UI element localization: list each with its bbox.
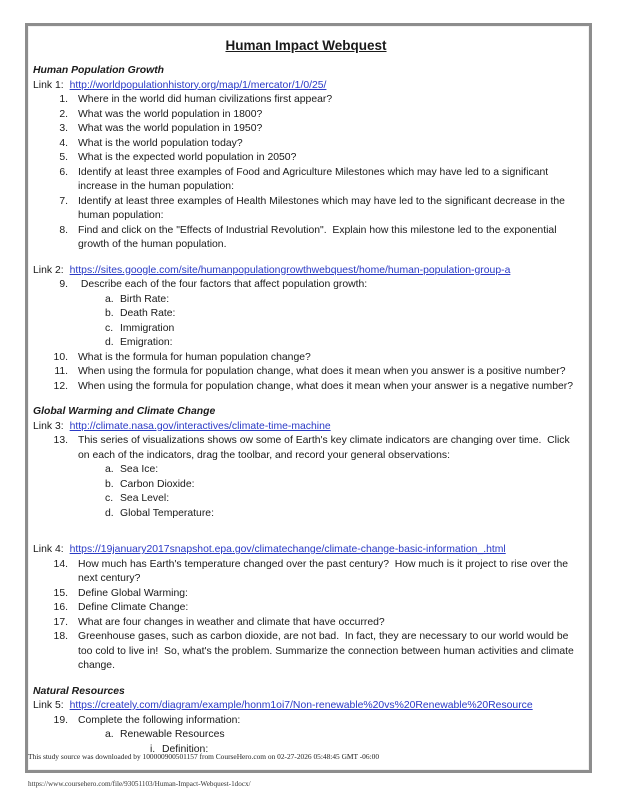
question-item: [33, 336, 579, 351]
question-number: a.: [105, 293, 114, 305]
link-row: [33, 699, 579, 714]
blank-line: [33, 674, 579, 685]
question-item: [33, 322, 579, 337]
link-url[interactable]: http://worldpopulationhistory.org/map/1/mercator/1/0/25/: [69, 79, 327, 91]
document-page: [25, 23, 592, 773]
question-text: Identify at least three examples of Food and Agriculture Milestones which may have led to a significant increase in the human population:: [78, 166, 552, 192]
question-item: [33, 616, 579, 631]
link-url[interactable]: http://climate.nasa.gov/interactives/climate-time-machine: [69, 420, 331, 432]
blank-line: [33, 521, 579, 532]
question-number: 2.: [59, 108, 68, 120]
document-title-text: Human Impact Webquest: [225, 38, 387, 53]
question-text: Define Global Warming:: [78, 587, 188, 599]
question-number: 19.: [53, 714, 68, 726]
question-item: [33, 137, 579, 152]
question-text: When using the formula for population change, what does it mean when your answer is a negative number?: [78, 380, 574, 392]
link-url[interactable]: https://19january2017snapshot.epa.gov/climatechange/climate-change-basic-information_.html: [69, 544, 506, 555]
question-item: [33, 93, 579, 108]
question-number: c.: [105, 322, 114, 334]
link-row: [33, 264, 579, 279]
question-number: 15.: [53, 587, 68, 599]
question-number: b.: [105, 308, 114, 319]
question-number: 10.: [53, 351, 68, 363]
question-text: This series of visualizations shows ow some of Earth's key climate indicators are changing over time. Click on each of the indicators, drag the toolbar, and record your general observations:: [78, 435, 573, 461]
question-text: Death Rate:: [120, 308, 176, 319]
link-label: Link 2:: [33, 264, 64, 276]
question-item: [33, 434, 579, 463]
link-label: Link 1:: [33, 79, 64, 91]
question-item: [33, 293, 579, 308]
question-number: 9.: [59, 279, 68, 290]
question-text: What are four changes in weather and climate that have occurred?: [78, 616, 385, 628]
question-number: 6.: [59, 166, 68, 178]
link-url[interactable]: https://creately.com/diagram/example/honm1oi7/Non-renewable%20vs%20Renewable%20Resource: [69, 700, 533, 711]
question-number: 13.: [53, 435, 68, 446]
question-item: [33, 278, 579, 293]
question-text: What was the world population in 1800?: [78, 108, 263, 120]
question-number: c.: [105, 493, 114, 504]
section-heading-text: Natural Resources: [33, 685, 125, 697]
section-heading-text: Human Population Growth: [33, 65, 165, 76]
question-text: What is the expected world population in 2050?: [78, 152, 297, 163]
link-row: [33, 420, 579, 435]
question-number: i.: [150, 743, 156, 755]
question-item: [33, 224, 579, 253]
question-number: 4.: [59, 137, 68, 149]
document-title: [33, 38, 579, 53]
question-item: [33, 307, 579, 322]
coursehero-source-url: https://www.coursehero.com/file/93051103/Human-Impact-Webquest-1docx/: [28, 780, 251, 788]
question-item: [33, 151, 579, 166]
link-label: Link 4:: [33, 544, 64, 555]
question-text: Emigration:: [120, 337, 173, 348]
question-item: [33, 122, 579, 137]
question-item: [33, 601, 579, 616]
question-text: Immigration: [120, 322, 175, 334]
link-label: Link 3:: [33, 420, 64, 432]
question-text: Sea Level:: [120, 493, 170, 504]
question-number: 16.: [53, 602, 68, 613]
question-item: [33, 365, 579, 380]
question-number: 17.: [53, 616, 68, 628]
question-text: Complete the following information:: [78, 714, 241, 726]
question-text: Definition:: [162, 743, 209, 755]
question-item: [33, 492, 579, 507]
question-number: 14.: [53, 558, 68, 570]
question-number: a.: [105, 464, 114, 475]
link-row: [33, 79, 579, 94]
question-text: What was the world population in 1950?: [78, 123, 263, 134]
question-number: 12.: [53, 380, 68, 392]
question-text: Describe each of the four factors that affect population growth:: [78, 279, 368, 290]
question-text: Renewable Resources: [120, 729, 225, 740]
question-number: d.: [105, 507, 114, 519]
question-text: Global Temperature:: [120, 507, 214, 519]
question-number: d.: [105, 337, 114, 348]
question-item: [33, 166, 579, 195]
question-item: [33, 195, 579, 224]
question-text: Sea Ice:: [120, 464, 159, 475]
question-number: a.: [105, 729, 114, 740]
question-item: [33, 478, 579, 493]
question-text: Define Climate Change:: [78, 602, 189, 613]
question-text: What is the formula for human population change?: [78, 351, 311, 363]
link-row: [33, 543, 579, 558]
question-text: Find and click on the "Effects of Industrial Revolution". Explain how this milestone led to the exponential growth of the human population.: [78, 224, 560, 250]
question-item: [33, 108, 579, 123]
question-text: Identify at least three examples of Health Milestones which may have led to the significant decrease in the human population:: [78, 195, 568, 221]
question-text: Carbon Dioxide:: [120, 478, 195, 490]
blank-line: [33, 394, 579, 405]
question-text: When using the formula for population change, what does it mean when you answer is a positive number?: [78, 366, 566, 377]
question-text: How much has Earth's temperature changed over the past century? How much is it project to rise over the next century?: [78, 558, 571, 584]
question-text: What is the world population today?: [78, 137, 243, 149]
section-heading: [33, 64, 579, 79]
question-item: [33, 714, 579, 729]
question-item: [33, 587, 579, 602]
section-heading: [33, 685, 579, 700]
coursehero-download-stamp: This study source was downloaded by 100000900501157 from CourseHero.com on 02-27-2026 05:48:45 GMT -06:00: [28, 752, 380, 761]
section-heading: [33, 405, 579, 420]
question-number: 8.: [59, 224, 68, 236]
question-item: [33, 351, 579, 366]
question-text: Birth Rate:: [120, 293, 170, 305]
question-number: b.: [105, 478, 114, 490]
blank-line: [33, 253, 579, 264]
question-item: [33, 728, 579, 743]
question-number: 11.: [54, 366, 68, 377]
question-item: [33, 380, 579, 395]
question-number: 3.: [59, 123, 68, 134]
question-item: [33, 507, 579, 522]
question-number: 1.: [59, 94, 68, 105]
question-number: 7.: [59, 195, 68, 207]
document-body: [33, 64, 579, 757]
link-url[interactable]: https://sites.google.com/site/humanpopulationgrowthwebquest/home/human-population-group-a: [69, 264, 511, 276]
question-text: Greenhouse gases, such as carbon dioxide, are not bad. In fact, they are necessary to our world would be too cold to live in! So, what's the problem. Summarize the connection between human activities and climate change.: [78, 631, 577, 671]
question-item: [33, 558, 579, 587]
section-heading-text: Global Warming and Climate Change: [33, 406, 216, 417]
question-item: [33, 463, 579, 478]
question-text: Where in the world did human civilizations first appear?: [78, 94, 333, 105]
question-number: 5.: [59, 152, 68, 163]
question-number: 18.: [53, 631, 68, 642]
question-item: [33, 630, 579, 674]
blank-line: [33, 532, 579, 543]
link-label: Link 5:: [33, 700, 64, 711]
